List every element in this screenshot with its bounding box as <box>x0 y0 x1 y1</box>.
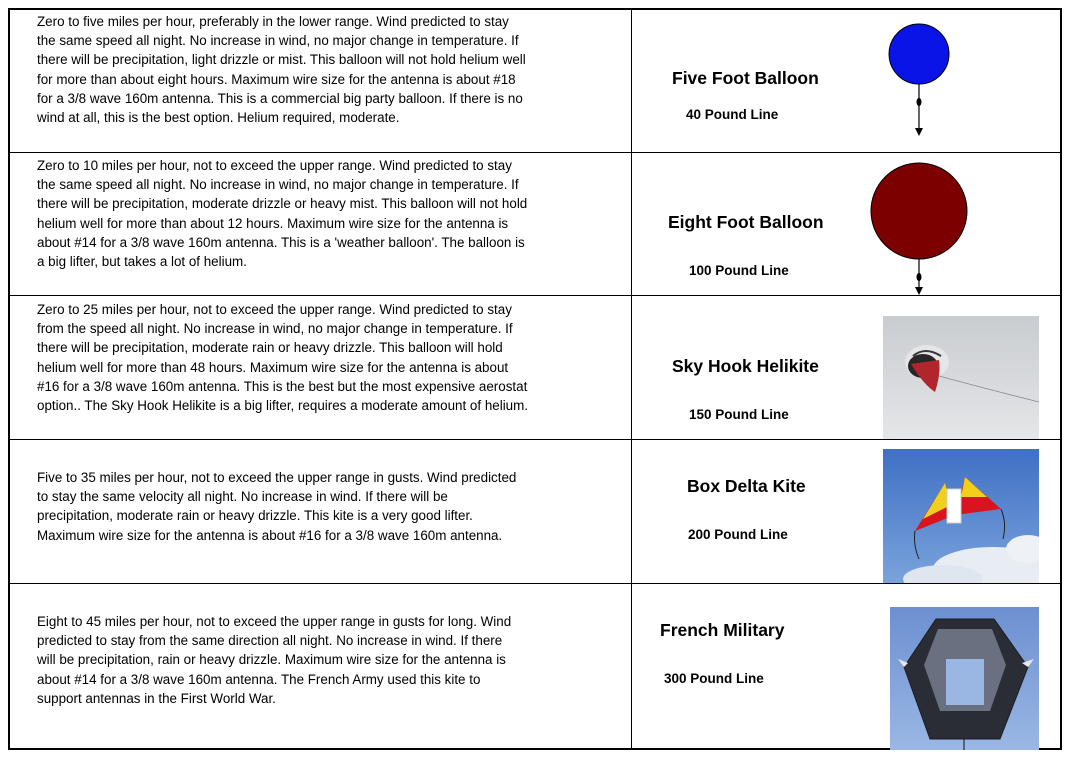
row-3-line-rating: 150 Pound Line <box>689 407 789 422</box>
row-3-description: Zero to 25 miles per hour, not to exceed the upper range. Wind predicted to stay from the speed all night. No increase in wind, no major change in temperature. If there will be precipitation, moderate rain or heavy drizzle. This balloon will hold helium well for more than 48 hours. Maximum wire size for the antenna is about #16 for a 3/8 wave 160m antenna. This is the best but the most expensive aerostat option.. The Sky Hook Helikite is a big lifter, requires a moderate amount of helium. <box>37 302 528 414</box>
row-divider <box>8 439 1062 440</box>
row-5-description: Eight to 45 miles per hour, not to exceed the upper range in gusts for long. Wind predicted to stay from the same direction all night. No increase in wind. If there will be precipitation, rain or heavy drizzle. Maximum wire size for the antenna is about #14 for a 3/8 wave 160m antenna. The French Army used this kite to support antennas in the First World War. <box>37 614 512 706</box>
row-divider <box>8 583 1062 584</box>
helikite-photo <box>883 316 1039 439</box>
red-balloon-icon <box>866 160 976 296</box>
french-military-kite-photo <box>890 607 1039 750</box>
blue-balloon-icon <box>880 20 960 140</box>
row-4-name: Box Delta Kite <box>687 476 806 496</box>
row-4-line-rating: 200 Pound Line <box>688 527 788 542</box>
row-1-description: Zero to five miles per hour, preferably in the lower range. Wind predicted to stay the same speed all night. No increase in wind, no major change in temperature. If there will be precipitation, light drizzle or mist. This balloon will not hold helium well for more than about eight hours. Maximum wire size for the antenna is about #18 for a 3/8 wave 160m antenna. This is a commercial big party balloon. If there is no wind at all, this is the best option. Helium required, moderate. <box>37 14 526 126</box>
box-delta-kite-photo <box>883 449 1039 583</box>
column-divider <box>631 8 632 750</box>
row-5-line-rating: 300 Pound Line <box>664 671 764 686</box>
row-5-name: French Military <box>660 620 785 640</box>
row-1-line-rating: 40 Pound Line <box>686 107 779 122</box>
row-divider <box>8 152 1062 153</box>
row-2-name: Eight Foot Balloon <box>668 212 824 232</box>
row-4-description: Five to 35 miles per hour, not to exceed the upper range in gusts. Wind predicted to stay the same velocity all night. No increase in wind. If there will be precipitation, moderate rain or heavy drizzle. This kite is a very good lifter. Maximum wire size for the antenna is about #16 for a 3/8 wave 160m antenna. <box>37 470 517 543</box>
row-1-name: Five Foot Balloon <box>672 68 819 88</box>
row-2-line-rating: 100 Pound Line <box>689 263 789 278</box>
row-2-description: Zero to 10 miles per hour, not to exceed the upper range. Wind predicted to stay the same speed all night. No increase in wind, no major change in temperature. If there will be precipitation, moderate drizzle or heavy mist. This balloon will not hold helium well for more than about 12 hours. Maximum wire size for the antenna is about #14 for a 3/8 wave 160m antenna. This is a 'weather balloon'. The balloon is a big lifter, but takes a lot of helium. <box>37 158 528 270</box>
row-3-name: Sky Hook Helikite <box>672 356 819 376</box>
